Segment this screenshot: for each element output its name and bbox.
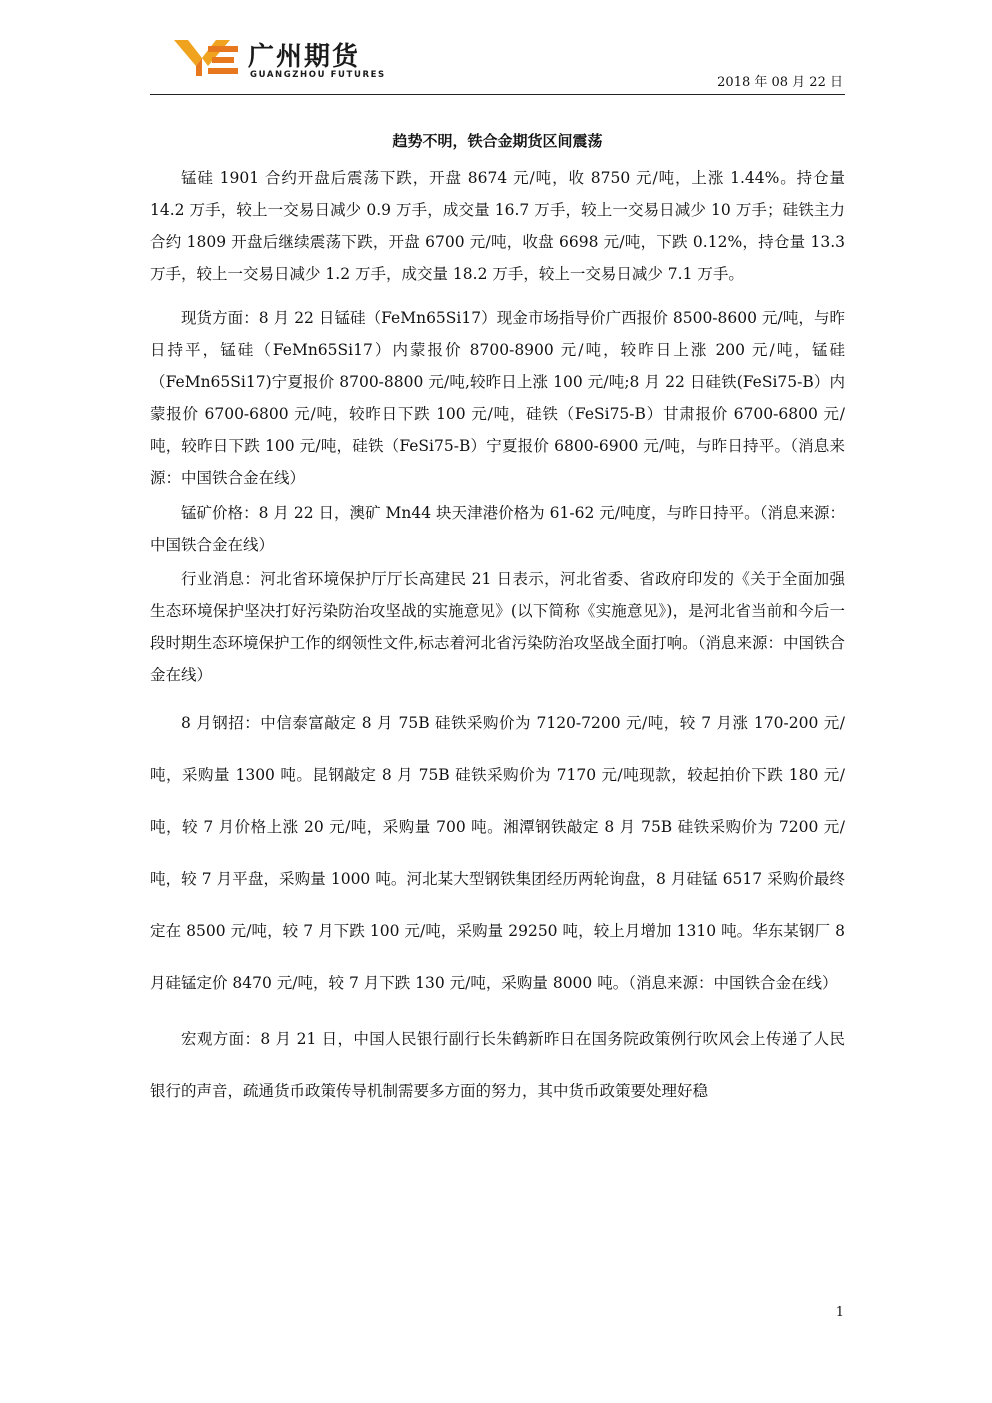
- guangzhou-futures-logo-icon: [172, 38, 242, 78]
- report-date: 2018 年 08 月 22 日: [717, 75, 843, 90]
- brand-name-chinese: 广州期货: [248, 42, 361, 72]
- page-header: [150, 30, 845, 95]
- paragraph-macro: 宏观方面：8 月 21 日，中国人民银行副行长朱鹤新昨日在国务院政策例行吹风会上传递了人民银行的声音，疏通货币政策传导机制需要多方面的努力，其中货币政策要处理好稳: [150, 1030, 845, 1100]
- paragraph-manganese-ore-price: 锰矿价格：8 月 22 日，澳矿 Mn44 块天津港价格为 61-62 元/吨度，与昨日持平。（消息来源：中国铁合金在线）: [150, 504, 845, 554]
- article-body: [150, 162, 845, 1117]
- paragraph-futures-market: 锰硅 1901 合约开盘后震荡下跌，开盘 8674 元/吨，收 8750 元/吨，上涨 1.44%。持仓量 14.2 万手，较上一交易日减少 0.9 万手，成交量 16.7 万手，较上一交易日减少 10 万手；硅铁主力合约 1809 开盘后继续震荡下跌，开盘 6700 元/吨，收盘 6698 元/吨，下跌 0.12%，持仓量 13.3 万手，较上一交易日减少 1.2 万手，成交量 18.2 万手，较上一交易日减少 7.1 万手。: [150, 169, 845, 283]
- brand-name-english: GUANGZHOU FUTURES: [250, 70, 386, 80]
- paragraph-spot-market: 现货方面：8 月 22 日锰硅（FeMn65Si17）现金市场指导价广西报价 8500-8600 元/吨，与昨日持平，锰硅（FeMn65Si17）内蒙报价 8700-8900 元/吨，较昨日上涨 200 元/吨，锰硅（FeMn65Si17)宁夏报价 8700-8800 元/吨,较昨日上涨 100 元/吨;8 月 22 日硅铁(FeSi75-B）内蒙报价 6700-6800 元/吨，较昨日下跌 100 元/吨，硅铁（FeSi75-B）甘肃报价 6700-6800 元/吨，较昨日下跌 100 元/吨，硅铁（FeSi75-B）宁夏报价 6800-6900 元/吨，与昨日持平。（消息来源：中国铁合金在线）: [150, 309, 845, 487]
- article-title: 趋势不明，铁合金期货区间震荡: [392, 132, 603, 150]
- page-number: 1: [835, 1305, 844, 1320]
- paragraph-steel-tender: 8 月钢招：中信泰富敲定 8 月 75B 硅铁采购价为 7120-7200 元/吨，较 7 月涨 170-200 元/吨，采购量 1300 吨。昆钢敲定 8 月 75B 硅铁采购价为 7170 元/吨现款，较起拍价下跌 180 元/吨，较 7 月价格上涨 20 元/吨，采购量 700 吨。湘潭钢铁敲定 8 月 75B 硅铁采购价为 7200 元/吨，较 7 月平盘，采购量 1000 吨。河北某大型钢铁集团经历两轮询盘，8 月硅锰 6517 采购价最终定在 8500 元/吨，较 7 月下跌 100 元/吨，采购量 29250 吨，较上月增加 1310 吨。华东某钢厂 8 月硅锰定价 8470 元/吨，较 7 月下跌 130 元/吨，采购量 8000 吨。（消息来源：中国铁合金在线）: [150, 714, 845, 992]
- paragraph-industry-news: 行业消息：河北省环境保护厅厅长高建民 21 日表示，河北省委、省政府印发的《关于全面加强生态环境保护坚决打好污染防治攻坚战的实施意见》(以下简称《实施意见》)，是河北省当前和今后一段时期生态环境保护工作的纲领性文件,标志着河北省污染防治攻坚战全面打响。（消息来源：中国铁合金在线）: [150, 570, 845, 684]
